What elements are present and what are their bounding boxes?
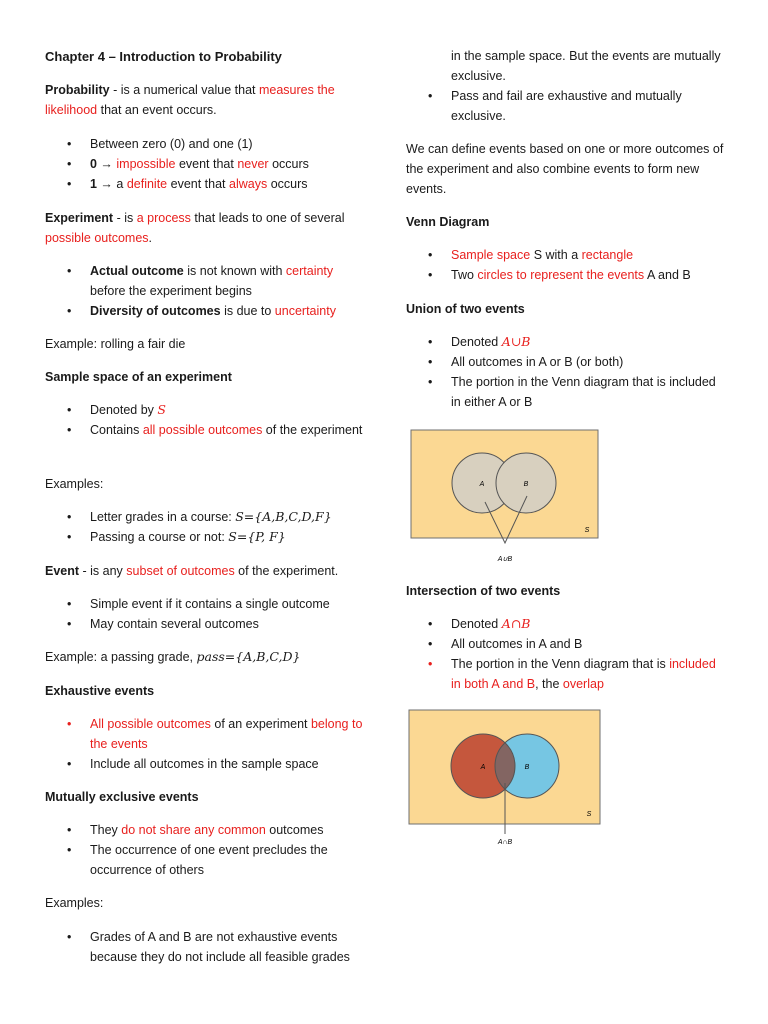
define-events-paragraph: We can define events based on one or more outcomes of the experiment and also combine events to form new events.	[406, 142, 724, 196]
chapter-title: Chapter 4 – Introduction to Probability	[45, 49, 282, 64]
union-list	[406, 332, 726, 412]
list-item: • Pass and fail are exhaustive and mutually exclusive.	[406, 86, 716, 126]
examples-label: Examples:	[45, 477, 104, 491]
event-definition: Event - is any subset of outcomes of the experiment.	[45, 564, 339, 578]
list-item: • Sample space S with a rectangle	[406, 245, 726, 265]
example-die: Example: rolling a fair die	[45, 337, 186, 351]
list-item: • Grades of A and B are not exhaustive events because they do not include all feasible grades	[45, 927, 365, 967]
continued-text: in the sample space. But the events are mutually exclusive.	[451, 49, 721, 83]
example-pass: Example: a passing grade, pass={A,B,C,D}	[45, 649, 301, 664]
sample-space-heading: Sample space of an experiment	[45, 370, 232, 384]
event-list	[45, 594, 365, 634]
list-item: • Contains all possible outcomes of the experiment	[45, 420, 365, 440]
label-union: A∪B	[497, 556, 513, 563]
list-item: • Two circles to represent the events A and B	[406, 265, 726, 285]
list-item: • The occurrence of one event precludes the occurrence of others	[45, 840, 365, 880]
label-s: S	[584, 527, 590, 534]
probability-list	[45, 134, 365, 194]
label-a: A	[479, 481, 485, 488]
venn-heading: Venn Diagram	[406, 215, 490, 229]
list-item: • The portion in the Venn diagram that is included in either A or B	[406, 372, 726, 412]
continued-list	[406, 86, 716, 126]
label-b: B	[523, 481, 529, 488]
grades-list	[45, 927, 365, 967]
list-item: • All outcomes in A and B	[406, 634, 726, 654]
list-item: • May contain several outcomes	[45, 614, 365, 634]
venn-list	[406, 245, 726, 285]
exhaustive-list	[45, 714, 365, 774]
label-intersection: A∩B	[497, 839, 513, 846]
examples-list	[45, 507, 365, 547]
union-venn-diagram	[409, 428, 601, 568]
list-item: • They do not share any common outcomes	[45, 820, 365, 840]
sample-space-list	[45, 400, 365, 440]
label-b: B	[524, 764, 530, 771]
intersection-heading: Intersection of two events	[406, 584, 561, 598]
list-item: • Passing a course or not: S={P, F}	[45, 527, 365, 547]
list-item: • Denoted by S	[45, 400, 365, 420]
list-item: • Denoted A∪B	[406, 332, 726, 352]
label-a: A	[480, 764, 486, 771]
mutual-list	[45, 820, 365, 880]
list-item: • Actual outcome is not known with certainty before the experiment begins	[45, 261, 365, 301]
list-item: • All possible outcomes of an experiment belong to the events	[45, 714, 365, 754]
intersection-list	[406, 614, 726, 694]
list-item: • 0 → impossible event that never occurs	[45, 154, 365, 174]
experiment-definition: Experiment - is a process that leads to one of several possible outcomes.	[45, 211, 345, 245]
list-item: • The portion in the Venn diagram that is included in both A and B, the overlap	[406, 654, 726, 694]
list-item: • 1 → a definite event that always occurs	[45, 174, 365, 194]
intersection-venn-diagram	[407, 708, 603, 852]
list-item: • Simple event if it contains a single outcome	[45, 594, 365, 614]
probability-definition: Probability - is a numerical value that measures the likelihood that an event occurs.	[45, 83, 335, 117]
list-item: • Include all outcomes in the sample space	[45, 754, 365, 774]
experiment-list	[45, 261, 365, 321]
mutual-heading: Mutually exclusive events	[45, 790, 199, 804]
list-item: • All outcomes in A or B (or both)	[406, 352, 726, 372]
list-item: • Denoted A∩B	[406, 614, 726, 634]
label-s: S	[586, 811, 592, 818]
list-item: • Diversity of outcomes is due to uncertainty	[45, 301, 365, 321]
list-item: • Letter grades in a course: S={A,B,C,D,F}	[45, 507, 365, 527]
examples-label-2: Examples:	[45, 896, 104, 910]
list-item: • Between zero (0) and one (1)	[45, 134, 365, 154]
exhaustive-heading: Exhaustive events	[45, 684, 155, 698]
union-heading: Union of two events	[406, 302, 525, 316]
